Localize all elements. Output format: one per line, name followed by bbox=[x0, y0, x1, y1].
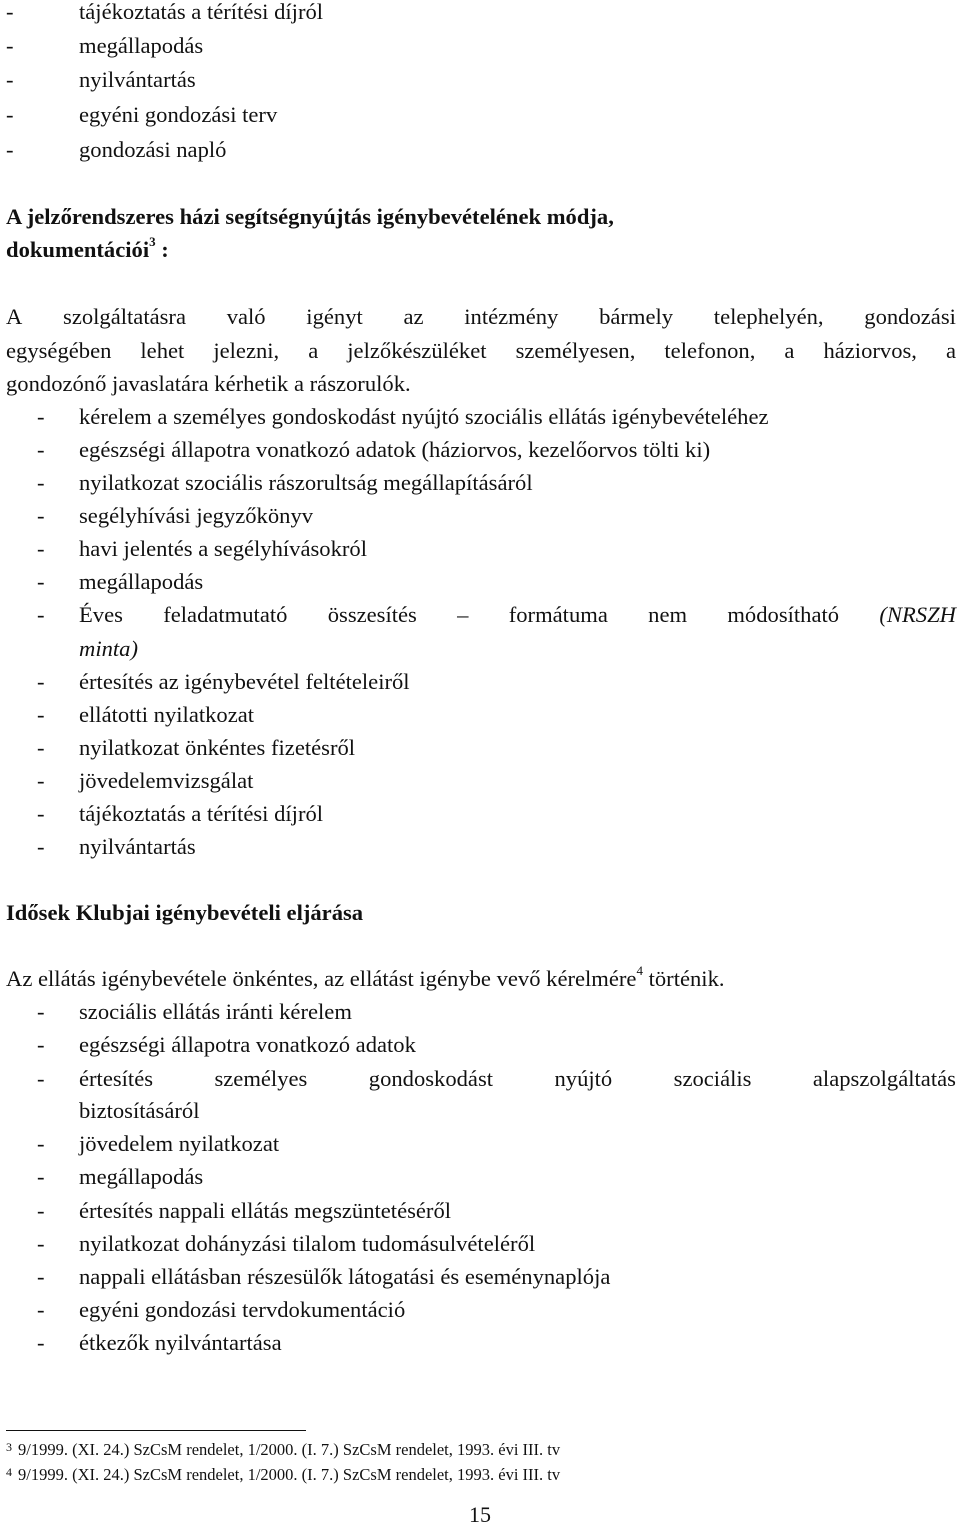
footnote: $^4$ 9/1999. (XI. 24.) SzCsM rendelet, 1/2000. (I. 7.) SzCsM rendelet, 1993. évi III. tv bbox=[6, 1465, 561, 1484]
word: A bbox=[6, 304, 23, 329]
word: háziorvos, bbox=[823, 338, 917, 363]
word: (NRSZH bbox=[879, 602, 956, 627]
section-heading-continued: dokumentációi$^3$ : bbox=[6, 234, 169, 262]
word: az bbox=[403, 304, 424, 329]
footnote-separator bbox=[6, 1430, 306, 1431]
list-item-continued: minta) bbox=[79, 636, 138, 661]
word: feladatmutató bbox=[163, 602, 288, 627]
word: formátuma bbox=[508, 602, 608, 627]
word: a bbox=[308, 338, 319, 363]
word: – bbox=[457, 602, 469, 627]
word: jelzőkészüléket bbox=[347, 338, 487, 363]
word: nem bbox=[648, 602, 688, 627]
paragraph-line bbox=[6, 336, 956, 366]
paragraph-line: gondozónő javaslatára kérhetik a rászorulók. bbox=[6, 371, 411, 396]
footnote: $^3$ 9/1999. (XI. 24.) SzCsM rendelet, 1/2000. (I. 7.) SzCsM rendelet, 1993. évi III. tv bbox=[6, 1440, 561, 1459]
word: bármely bbox=[599, 304, 674, 329]
word: gondozási bbox=[864, 304, 956, 329]
word: személyes bbox=[214, 1066, 308, 1091]
word: lehet bbox=[140, 338, 185, 363]
document-page: - tájékoztatás a térítési díjról - megállapodás - nyilvántartás - egyéni gondozási terv - gondozási napló A jelzőrendszeres házi segítségnyújtás igénybevételének módja, dokumentációi$^3$ : A szolgáltatásra való igényt az intézmény bármely telephelyén, gondozási egységében lehet jelezni, a jelzőkészüléket személyesen, telefonon, a háziorvos, a gondozónő javaslatára kérhetik a rászorulók. - kérelem a személyes gondoskodást nyújtó szociális ellátás igénybevételéhez - egészségi állapotra vonatkozó adatok (háziorvos, kezelőorvos tölti ki) - nyilatkozat szociális rászorultság megállapításáról - segélyhívási jegyzőkönyv - havi jelentés a segélyhívásokról - megállapodás - Éves feladatmutató összesítés – formátuma nem módosítható (NRSZH minta) - értesítés az igénybevétel feltételeiről - ellátotti nyilatkozat - nyilatkozat önkéntes fizetésről - jövedelemvizsgálat - tájékoztatás a térítési díjról - nyilvántartás Idősek Klubjai igénybevételi eljárása Az ellátás igénybevétele önkéntes, az ellátást igénybe vevő kérelmére$^4$ történik. - szociális ellátás iránti kérelem - egészségi állapotra vonatkozó adatok - értesítés személyes gondoskodást nyújtó szociális alapszolgáltatás biztosításáról - jövedelem nyilatkozat - megállapodás - értesítés nappali ellátás megszüntetéséről - nyilatkozat dohányzási tilalom tudomásulvételéről - nappali ellátásban részesülők látogatási és eseménynaplója - egyéni gondozási tervdokumentáció - étkezők nyilvántartása $^3$ 9/1999. (XI. 24.) SzCsM rendelet, 1/2000. (I. 7.) SzCsM rendelet, 1993. évi III. tv $^4$ 9/1999. (XI. 24.) SzCsM rendelet, 1/2000. (I. 7.) SzCsM rendelet, 1993. évi III. tv 15 bbox=[0, 0, 960, 1529]
paragraph-line bbox=[6, 302, 956, 332]
word: telephelyén, bbox=[713, 304, 824, 329]
list-item-continued: biztosításáról bbox=[79, 1098, 200, 1123]
word: összesítés bbox=[327, 602, 417, 627]
section-heading: Idősek Klubjai igénybevételi eljárása bbox=[6, 900, 364, 925]
word: Éves bbox=[79, 602, 123, 627]
word: szociális bbox=[673, 1066, 752, 1091]
word: intézmény bbox=[464, 304, 559, 329]
word: személyesen, bbox=[515, 338, 636, 363]
word: való bbox=[226, 304, 266, 329]
page-number: 15 bbox=[469, 1502, 491, 1527]
word: értesítés bbox=[79, 1066, 154, 1091]
word: a bbox=[945, 338, 956, 363]
word: egységében bbox=[6, 338, 112, 363]
word: a bbox=[784, 338, 795, 363]
section-heading: A jelzőrendszeres házi segítségnyújtás igénybevételének módja, bbox=[6, 204, 614, 229]
word: alapszolgáltatás bbox=[812, 1066, 956, 1091]
word: jelezni, bbox=[213, 338, 280, 363]
paragraph-line: Az ellátás igénybevétele önkéntes, az ellátást igénybe vevő kérelmére$^4$ történik. bbox=[6, 963, 725, 991]
word: igényt bbox=[306, 304, 363, 329]
word: szolgáltatásra bbox=[63, 304, 186, 329]
word: telefonon, bbox=[664, 338, 756, 363]
word: gondoskodást bbox=[368, 1066, 494, 1091]
word: nyújtó bbox=[554, 1066, 613, 1091]
word: módosítható bbox=[727, 602, 840, 627]
